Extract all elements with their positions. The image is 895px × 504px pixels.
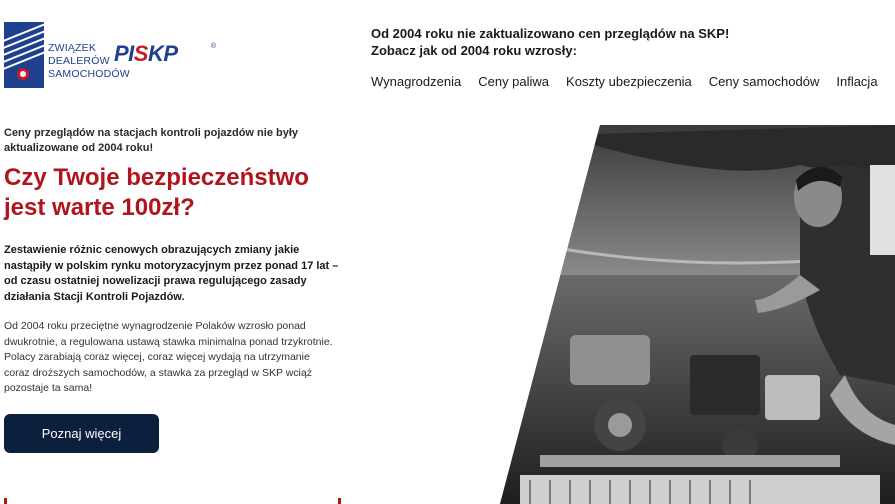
top-headline: Od 2004 roku nie zaktualizowano cen przeglądów na SKP! Zobacz jak od 2004 roku wzrosły: [371, 26, 730, 58]
nav-item-koszty-ubezpieczenia[interactable]: Koszty ubezpieczenia [566, 74, 692, 89]
logo-zwiazek-dealerow[interactable] [4, 22, 130, 88]
logo-zdp-text: ZWIĄZEK DEALERÓW SAMOCHODÓW [48, 42, 130, 80]
main-nav [371, 74, 895, 90]
logo-piskp[interactable] [114, 41, 216, 67]
nav-item-ceny-samochodow[interactable]: Ceny samochodów [708, 74, 820, 89]
logo-zdp-emblem [4, 22, 44, 88]
hero-image-mechanic [500, 125, 895, 504]
learn-more-button[interactable]: Poznaj więcej [4, 414, 159, 453]
nav-item-ceny-paliwa[interactable]: Ceny paliwa [478, 74, 550, 89]
body-paragraph: Od 2004 roku przeciętne wynagrodzenie Polaków wzrosło ponad dwukrotnie, a regulowana ustawą stawka minimalna ponad trzykrotnie. Polacy zarabiają coraz więcej, coraz więcej wydają na utrzymanie coraz droższych samochodów, a stawka za przegląd w SKP wciąż pozostaje ta sama! [4, 320, 333, 394]
nav-item-inflacja[interactable]: Inflacja [836, 74, 878, 89]
lead-paragraph: Zestawienie różnic cenowych obrazujących zmiany jakie nastąpiły w polskim rynku motoryzacyjnym przez ponad 17 lat – od czasu ostatniej nowelizacji prawa regulującego zasady działania Stacji Kontroli Pojazdów. [4, 244, 339, 303]
logo-piskp-word: PISKP [114, 41, 178, 66]
intro-text: Ceny przeglądów na stacjach kontroli pojazdów nie były aktualizowane od 2004 roku! [4, 127, 299, 154]
bottom-decor [0, 498, 350, 504]
registered-mark: ® [210, 43, 216, 50]
nav-item-wynagrodzenia[interactable]: Wynagrodzenia [371, 74, 462, 89]
page-title: Czy Twoje bezpieczeństwo jest warte 100zł? [4, 164, 309, 221]
